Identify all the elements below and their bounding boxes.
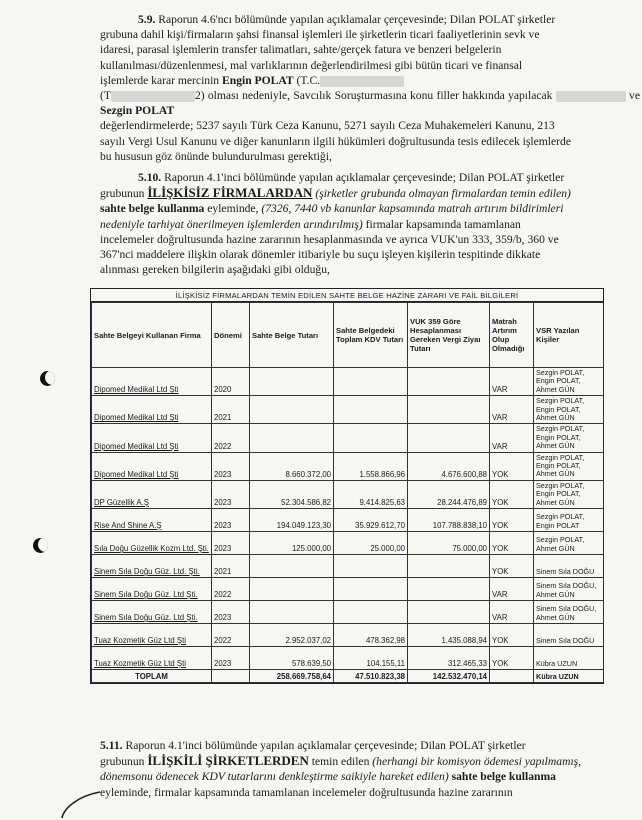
paragraph-5-11: 5.11. Raporun 4.1'inci bölümünde yapılan açıklamalar çerçevesinde; Dilan POLAT şirketler grubunun İLİŞKİLİ ŞİRKETLERDEN temin edilen (herhangi bir komisyon ödemesi yapılmamış, dönemsonu ödenecek KDV tutarlarını denkleştirme saikiyle hareket edilen) sahte belge kullanma eyleminde, firmalar kapsamında tamamlanan incelemeler doğrultusunda hazine zararının <box>100 739 582 799</box>
table-body <box>92 368 604 683</box>
amount-cell: 578.639,50 <box>250 647 334 670</box>
matrah-cell: YOK <box>490 509 534 532</box>
redaction-mark <box>320 76 404 87</box>
kdv-cell: 1.558.866,96 <box>334 452 408 480</box>
table-row <box>92 480 604 508</box>
table-row <box>92 509 604 532</box>
table-row <box>92 396 604 424</box>
total-label-cell: TOPLAM <box>92 670 212 683</box>
total-vuk-cell: 142.532.470,14 <box>408 670 490 683</box>
table-row <box>92 647 604 670</box>
kdv-cell <box>334 601 408 624</box>
kdv-cell <box>334 368 408 396</box>
amount-cell: 8.660.372,00 <box>250 452 334 480</box>
vsr-cell: Sinem Sıla DOĞU, Ahmet GÜN <box>534 601 604 624</box>
firm-cell: Dipomed Medikal Ltd Şti <box>92 368 212 396</box>
vuk-cell: 4.676.600,88 <box>408 452 490 480</box>
matrah-cell: VAR <box>490 396 534 424</box>
kdv-cell: 9.414.825,63 <box>334 480 408 508</box>
vuk-cell <box>408 368 490 396</box>
table-row <box>92 578 604 601</box>
total-empty-cell <box>212 670 250 683</box>
firm-cell: Sinem Sıla Doğu Güz. Ltd Şti. <box>92 601 212 624</box>
paragraph-5-10: 5.10. Raporun 4.1'inci bölümünde yapılan açıklamalar çerçevesinde; Dilan POLAT şirketler grubunun İLİŞKİSİZ FİRMALARDAN (şirketler grubunda olmayan firmalardan temin edilen) sahte belge kullanma eyleminde, (7326, 7440 vb kanunlar kapsamında matrah artırım bildirimleri nedeniyle tarhiyat önerilmeyen işlemlerden arındırılmış) firmalar kapsamında tamamlanan incelemeler doğrultusunda hazine zararının hesaplanmasında ve ayrıca VUK'un 333, 359/b, 360 ve 367'nci maddelere ilişkin olarak dönemler itibariyle bu suçu işleyen kişilerin tespitinde dikkate alınması gereken bilgilerin aşağıdaki gibi olduğu, <box>100 171 571 277</box>
signature-scrawl <box>58 790 118 820</box>
vsr-cell: Sezgin POLAT, Engin POLAT, Ahmet GÜN <box>534 480 604 508</box>
firm-cell: Sıla Doğu Güzellik Kozm Ltd. Şti. <box>92 532 212 555</box>
period-cell: 2023 <box>212 480 250 508</box>
firm-cell: Rise And Shine A.Ş <box>92 509 212 532</box>
period-cell: 2021 <box>212 555 250 578</box>
col-header-vsr: VSR Yazılan Kişiler <box>534 303 604 368</box>
matrah-cell: YOK <box>490 532 534 555</box>
col-header-matrah: Matrah Artırım Olup Olmadığı <box>490 303 534 368</box>
table-row <box>92 624 604 647</box>
col-header-amount: Sahte Belge Tutarı <box>250 303 334 368</box>
table-row <box>92 368 604 396</box>
matrah-cell: YOK <box>490 555 534 578</box>
table-row <box>92 601 604 624</box>
matrah-cell: YOK <box>490 624 534 647</box>
firm-cell: Dipomed Medikal Ltd Şti <box>92 424 212 452</box>
vuk-cell <box>408 555 490 578</box>
paragraph-5-9: 5.9. Raporun 4.6'ncı bölümünde yapılan açıklamalar çerçevesinde; Dilan POLAT şirketler grubuna dahil kişi/firmaların şahsi finansal işlemleri ile şirketlerin ticari faaliyetlerinin sevk ve idaresi, parasal işlemlerin transfer talimatları, sahte/gerçek fatura ve benzeri belgelerin kullanılması/düzenlenmesi, mal varlıklarının değerlendirilmesi gibi bütün ticari ve finansal işlemlerde karar mercinin Engin POLAT (T.C. (T 2) olması nedeniyle, Savcılık Soruşturmasına konu filler hakkında yapılacak ve Sezgin POLAT değerlendirmelerde; 5237 sayılı Türk Ceza Kanunu, 5271 sayılı Ceza Muhakemeleri Kanunu, 213 sayılı Vergi Usul Kanunu ve diğer kanunların ilgili hükümleri doğrultusunda tesis edilecek işlemlerde bu hususun göz önünde bulundurulması gerektiği, <box>100 13 640 163</box>
amount-cell <box>250 396 334 424</box>
punch-hole-bottom <box>33 538 48 553</box>
punch-hole-top <box>40 371 55 386</box>
total-amount-cell: 258.669.758,64 <box>250 670 334 683</box>
kdv-cell: 104.155,11 <box>334 647 408 670</box>
redaction-mark <box>556 91 626 102</box>
amount-cell <box>250 424 334 452</box>
period-cell: 2022 <box>212 624 250 647</box>
vsr-cell: Kübra UZUN <box>534 647 604 670</box>
vuk-cell <box>408 601 490 624</box>
vsr-cell: Sinem Sıla DOĞU <box>534 624 604 647</box>
col-header-kdv: Sahte Belgedeki Toplam KDV Tutarı <box>334 303 408 368</box>
total-empty-cell <box>490 670 534 683</box>
firm-cell: Dipomed Medikal Ltd Şti <box>92 452 212 480</box>
firm-cell: Tuaz Kozmetik Güz Ltd Şti <box>92 647 212 670</box>
vuk-cell <box>408 396 490 424</box>
firm-cell: DP Güzellik A.Ş <box>92 480 212 508</box>
table-row <box>92 555 604 578</box>
col-header-vuk: VUK 359 Göre Hesaplanması Gereken Vergi Ziyaı Tutarı <box>408 303 490 368</box>
kdv-cell <box>334 424 408 452</box>
vuk-cell: 1.435.088,94 <box>408 624 490 647</box>
firm-cell: Tuaz Kozmetik Güz Ltd Şti <box>92 624 212 647</box>
period-cell: 2022 <box>212 424 250 452</box>
kdv-cell: 478.362,98 <box>334 624 408 647</box>
vsr-cell: Sezgin POLAT, Engin POLAT <box>534 509 604 532</box>
vsr-cell: Sezgin POLAT, Engin POLAT, Ahmet GÜN <box>534 396 604 424</box>
amount-cell: 52.304.586,82 <box>250 480 334 508</box>
kdv-cell <box>334 578 408 601</box>
matrah-cell: YOK <box>490 647 534 670</box>
redaction-mark <box>111 91 195 102</box>
name-engin-polat: Engin POLAT <box>222 73 294 87</box>
kdv-cell <box>334 396 408 424</box>
table-row <box>92 532 604 555</box>
section-title-iliskili: İLİŞKİLİ ŞİRKETLERDEN <box>147 753 309 769</box>
vuk-cell: 75.000,00 <box>408 532 490 555</box>
firm-cell: Dipomed Medikal Ltd Şti <box>92 396 212 424</box>
period-cell: 2020 <box>212 368 250 396</box>
vsr-cell: Sezgin POLAT, Engin POLAT, Ahmet GÜN <box>534 368 604 396</box>
vuk-cell: 107.788.838,10 <box>408 509 490 532</box>
amount-cell <box>250 578 334 601</box>
table-title: İLİŞKİSİZ FİRMALARDAN TEMİN EDİLEN SAHTE BELGE HAZİNE ZARARI VE FAİL BİLGİLERİ <box>91 289 603 302</box>
vuk-cell: 28.244.476,89 <box>408 480 490 508</box>
period-cell: 2023 <box>212 452 250 480</box>
table-row <box>92 452 604 480</box>
matrah-cell: YOK <box>490 452 534 480</box>
period-cell: 2023 <box>212 647 250 670</box>
total-kdv-cell: 47.510.823,38 <box>334 670 408 683</box>
vsr-cell: Sinem Sıla DOĞU, Ahmet GÜN <box>534 578 604 601</box>
fraud-loss-table <box>90 288 604 684</box>
data-table <box>91 302 604 683</box>
vsr-cell: Sinem Sıla DOĞU <box>534 555 604 578</box>
vuk-cell <box>408 424 490 452</box>
section-title-iliskisiz: İLİŞKİSİZ FİRMALARDAN <box>147 185 313 201</box>
vsr-cell: Sezgin POLAT, Engin POLAT, Ahmet GÜN <box>534 452 604 480</box>
table-row <box>92 424 604 452</box>
vsr-cell: Sezgin POLAT, Ahmet GÜN <box>534 532 604 555</box>
total-vsr-cell: Kübra UZUN <box>534 670 604 683</box>
amount-cell: 125.000,00 <box>250 532 334 555</box>
kdv-cell: 25.000,00 <box>334 532 408 555</box>
firm-cell: Sinem Sıla Doğu Güz. Ltd Şti. <box>92 578 212 601</box>
col-header-firm: Sahte Belgeyi Kullanan Firma <box>92 303 212 368</box>
kdv-cell: 35.929.612,70 <box>334 509 408 532</box>
amount-cell <box>250 601 334 624</box>
amount-cell <box>250 555 334 578</box>
kdv-cell <box>334 555 408 578</box>
matrah-cell: VAR <box>490 368 534 396</box>
amount-cell <box>250 368 334 396</box>
vuk-cell: 312.465,33 <box>408 647 490 670</box>
matrah-cell: YOK <box>490 480 534 508</box>
period-cell: 2023 <box>212 601 250 624</box>
matrah-cell: VAR <box>490 601 534 624</box>
matrah-cell: VAR <box>490 424 534 452</box>
vuk-cell <box>408 578 490 601</box>
period-cell: 2022 <box>212 578 250 601</box>
amount-cell: 2.952.037,02 <box>250 624 334 647</box>
total-row <box>92 670 604 683</box>
period-cell: 2023 <box>212 509 250 532</box>
period-cell: 2023 <box>212 532 250 555</box>
period-cell: 2021 <box>212 396 250 424</box>
matrah-cell: VAR <box>490 578 534 601</box>
col-header-period: Dönemi <box>212 303 250 368</box>
firm-cell: Sinem Sıla Doğu Güz. Ltd. Şti. <box>92 555 212 578</box>
amount-cell: 194.049.123,30 <box>250 509 334 532</box>
vsr-cell: Sezgin POLAT, Engin POLAT, Ahmet GÜN <box>534 424 604 452</box>
